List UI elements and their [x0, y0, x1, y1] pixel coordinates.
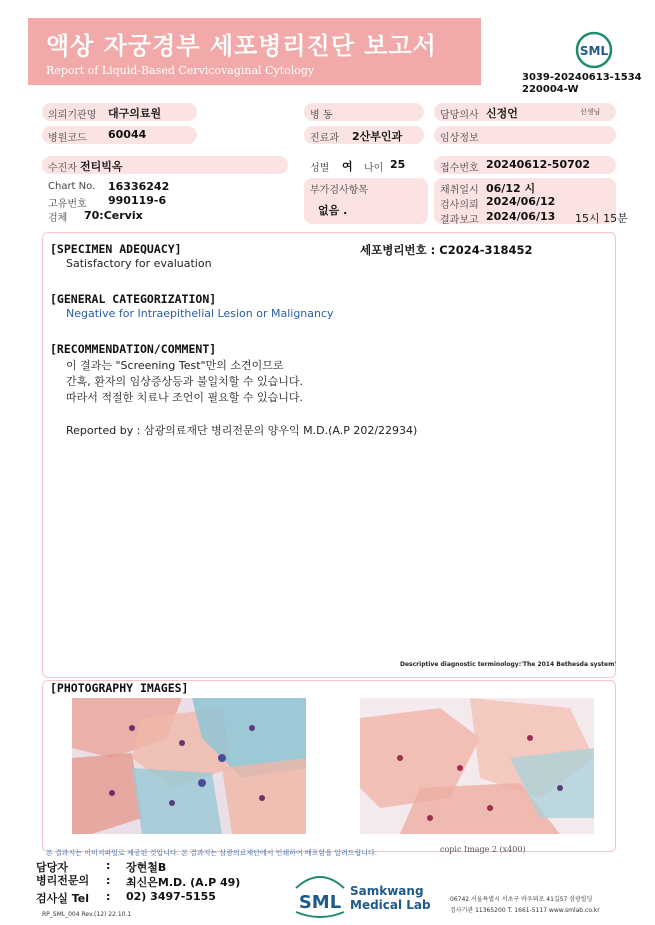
patient-label: 수진자 — [48, 163, 77, 174]
comment-line-3: 따라서 적절한 치료나 조언이 필요할 수 있습니다. — [66, 391, 303, 404]
doctor-suffix: 선생님 — [580, 108, 601, 116]
lab-tel-colon: : — [106, 890, 111, 903]
footer-sml-logo-text: SML — [298, 892, 342, 913]
report-title: 액상 자궁경부 세포병리진단 보고서 — [46, 32, 437, 60]
sml-logo-text: SML — [579, 44, 609, 58]
pathologist-label: 병리전문의 — [36, 874, 90, 887]
report-subtitle: Report of Liquid-Based Cervicovaginal Cytology — [46, 64, 315, 77]
microscopic-image-1 — [72, 698, 306, 834]
tech-value: 장현철B — [126, 861, 167, 874]
pathologist-value: 최신은M.D. (A.P 49) — [126, 876, 241, 889]
result-value: 2024/06/13 — [486, 210, 556, 223]
org-label: 의뢰기관명 — [48, 110, 97, 121]
brand-line-2: Medical Lab — [350, 898, 431, 912]
report-code — [522, 72, 642, 96]
lab-contact: 검사기관 11365200 T. 1661-5117 www.smlab.co.kr — [450, 907, 600, 914]
receipt-value: 20240612-50702 — [486, 158, 591, 171]
cell-image-1-art — [72, 698, 306, 834]
tech-label: 담당자 — [36, 861, 68, 874]
image-2-caption: copic Image 2 (x400) — [440, 845, 526, 854]
chart-no-value: 16336242 — [108, 180, 170, 193]
receipt-label: 접수번호 — [440, 163, 479, 174]
extra-tests-value: 없음 . — [318, 204, 348, 217]
category-heading: [GENERAL CATEGORIZATION] — [50, 292, 217, 306]
category-text: Negative for Intraepithelial Lesion or Malignancy — [66, 307, 334, 320]
lab-tel-value: 02) 3497-5155 — [126, 890, 216, 903]
unique-id-value: 990119-6 — [108, 194, 167, 207]
pathologist-colon: : — [106, 874, 111, 887]
report-code-line1: 3039-20240613-1534 — [522, 72, 642, 83]
specimen-label: 검체 — [48, 213, 68, 224]
specimen-value: 70:Cervix — [84, 209, 143, 222]
form-code: RP_SML_004 Rev.(12) 22.10.1 — [42, 911, 132, 918]
age-value: 25 — [390, 158, 406, 171]
adequacy-text: Satisfactory for evaluation — [66, 257, 212, 270]
reported-by: Reported by : 삼광의료재단 병리전문의 양우익 M.D.(A.P 202/22934) — [66, 424, 418, 437]
comment-heading: [RECOMMENDATION/COMMENT] — [50, 342, 217, 356]
collect-label: 채취일시 — [440, 185, 479, 196]
terminology-note: Descriptive diagnostic terminology:'The 2014 Bethesda system' — [400, 661, 617, 668]
dept-label: 진료과 — [310, 133, 339, 144]
ward-label: 병 동 — [310, 110, 333, 121]
microscopic-image-2 — [360, 698, 594, 834]
patient-value: 전티빅옥 — [80, 160, 123, 173]
sml-logo-icon — [574, 30, 614, 70]
patient-pill — [42, 156, 288, 174]
brand-name — [350, 884, 431, 912]
request-value: 2024/06/12 — [486, 195, 556, 208]
cytology-number: 세포병리번호 : C2024-318452 — [360, 243, 533, 257]
age-label: 나이 — [364, 163, 384, 174]
org-value: 대구의료원 — [108, 107, 162, 120]
sex-label: 성별 — [310, 163, 330, 174]
lab-address: 06742 서울특별시 서초구 바우뫼로 41길57 삼광빌딩 — [450, 896, 593, 903]
request-label: 검사의뢰 — [440, 200, 479, 211]
lab-tel-label: 검사실 Tel — [36, 892, 89, 905]
result-time: 15시 15분 — [575, 212, 628, 225]
dept-value: 2산부인과 — [352, 130, 403, 143]
chart-no-label: Chart No. — [48, 181, 96, 192]
comment-line-2: 간혹, 환자의 임상증상등과 불일치할 수 있습니다. — [66, 375, 303, 388]
hospital-code-label: 병원코드 — [48, 133, 87, 144]
unique-id-label: 고유번호 — [48, 199, 87, 210]
brand-line-1: Samkwang — [350, 884, 424, 898]
collect-value: 06/12 시 — [486, 182, 536, 195]
hospital-code-value: 60044 — [108, 128, 147, 141]
doctor-label: 담당의사 — [440, 110, 479, 121]
result-label: 결과보고 — [440, 215, 479, 226]
extra-tests-label: 부가검사항목 — [310, 185, 368, 196]
report-code-line2: 220004-W — [522, 84, 579, 95]
image-notice: 본 결과지는 이미지파일로 제공된 것입니다. 본 결과지는 삼광의료재단에서 인쇄하여 배포함을 알려드립니다. — [46, 849, 377, 857]
adequacy-heading: [SPECIMEN ADEQUACY] — [50, 242, 182, 256]
footer-sml-logo-icon — [294, 872, 346, 920]
tech-colon: : — [106, 859, 111, 872]
sex-value: 여 — [342, 160, 353, 173]
photo-heading: [PHOTOGRAPHY IMAGES] — [50, 681, 189, 695]
cell-image-2-art — [360, 698, 594, 834]
clinical-label: 임상정보 — [440, 133, 479, 144]
doctor-value: 신정언 — [486, 107, 518, 120]
comment-line-1: 이 결과는 "Screening Test"만의 소견이므로 — [66, 359, 284, 372]
